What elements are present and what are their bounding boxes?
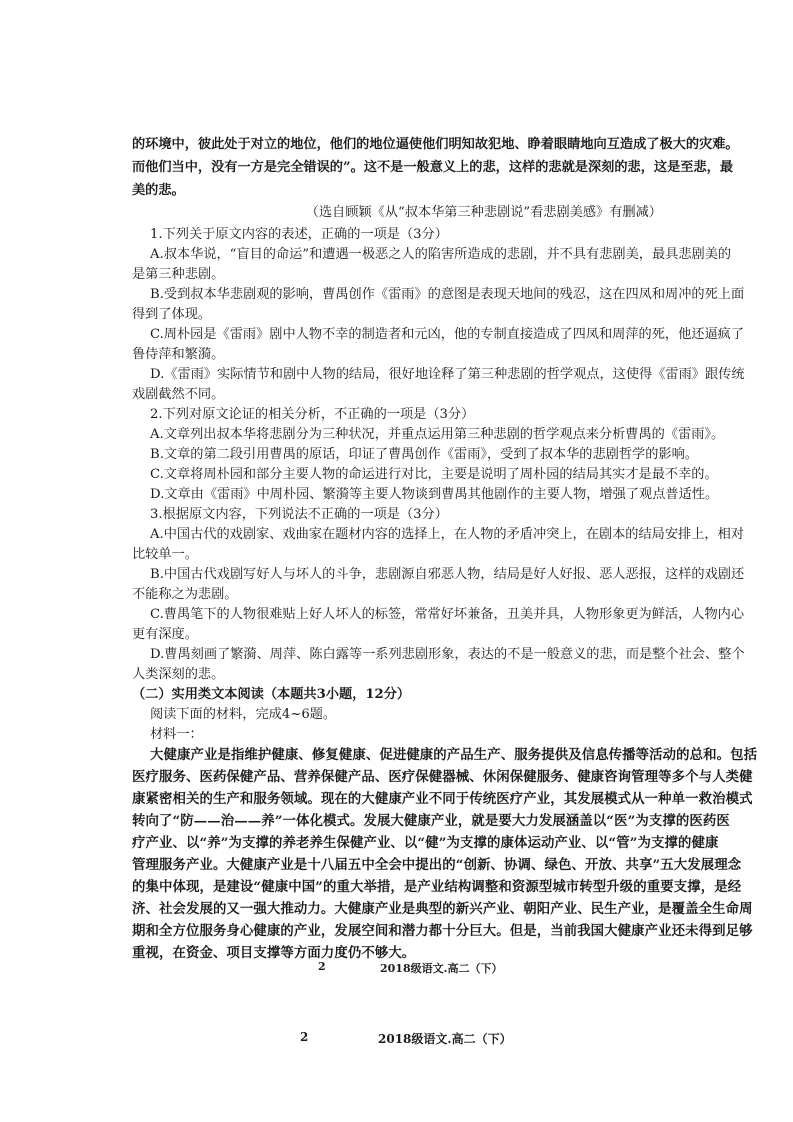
page-number-small: 2 <box>318 960 326 973</box>
material-line: 大健康产业是指维护健康、修复健康、促进健康的产品生产、服务提供及信息传播等活动的总和。包括 <box>150 747 758 763</box>
q1-option-a: A.叔本华说，“盲目的命运”和遭遇一极恶之人的陷害所造成的悲剧，并不具有悲剧美，最具悲剧美的 <box>150 247 732 262</box>
q1-option-a-cont: 是第三种悲剧。 <box>132 267 225 282</box>
q3-option-d: D.曹禺刻画了繁漪、周萍、陈白露等一系列悲剧形象，表达的不是一般意义的悲，而是整个社会、整个 <box>150 647 745 662</box>
passage-line: 的环境中，彼此处于对立的地位，他们的地位逼使他们明知故犯地、睁着眼睛地向互造成了极大的灾难。 <box>132 137 739 152</box>
q3-option-d-cont: 人类深刻的悲。 <box>132 667 225 682</box>
q1-option-c-cont: 鲁侍萍和繁漪。 <box>132 347 225 362</box>
q3-option-c: C.曹禺笔下的人物很难贴上好人坏人的标签，常常好坏兼备，丑美并具，人物形象更为鲜活，人物内心 <box>150 607 745 622</box>
material-label: 材料一： <box>150 727 203 742</box>
q3-option-b-cont: 不能称之为悲剧。 <box>132 587 238 602</box>
exam-label-small: 2018级语文.高二（下） <box>380 962 503 975</box>
page-number: 2 <box>300 1030 309 1044</box>
q1-option-b-cont: 得到了体现。 <box>132 307 212 322</box>
section-2-title: （二）实用类文本阅读（本题共3小题，12分） <box>132 687 411 702</box>
material-line: 管理服务产业。大健康产业是十八届五中全会中提出的“创新、协调、绿色、开放、共享”五大发展理念 <box>132 857 742 873</box>
material-line: 康紧密相关的生产和服务领域。现在的大健康产业不同于传统医疗产业，其发展模式从一种单一救治模式 <box>132 791 753 807</box>
source-citation: （选自顾颖《从“叔本华第三种悲剧说”看悲剧美感》有删减） <box>305 205 662 220</box>
material-line: 重视，在资金、项目支撑等方面力度仍不够大。 <box>132 945 416 961</box>
q2-option-d: D.文章由《雷雨》中周朴园、繁漪等主要人物谈到曹禺其他剧作的主要人物，增强了观点普适性。 <box>150 487 719 502</box>
question-2-stem: 2.下列对原文论证的相关分析，不正确的一项是（3分） <box>150 407 475 422</box>
material-line: 济、社会发展的又一强大推动力。大健康产业是典型的新兴产业、朝阳产业、民生产业，是覆盖全生命周 <box>132 901 753 917</box>
material-line: 的集中体现，是建设“健康中国”的重大举措，是产业结构调整和资源型城市转型升级的重要支撑，是经 <box>132 879 742 895</box>
q2-option-a: A.文章列出叔本华将悲剧分为三种状况，并重点运用第三种悲剧的哲学观点来分析曹禺的《雷雨》。 <box>150 427 725 442</box>
material-line: 期和全方位服务身心健康的产业，发展空间和潜力都十分巨大。但是，当前我国大健康产业还未得到足够 <box>132 923 753 939</box>
question-1-stem: 1.下列关于原文内容的表述，正确的一项是（3分） <box>150 227 448 242</box>
q1-option-c: C.周朴园是《雷雨》剧中人物不幸的制造者和元凶，他的专制直接造成了四凤和周萍的死，他还逼疯了 <box>150 327 745 342</box>
passage-line: 而他们当中，没有一方是完全错误的”。这不是一般意义上的悲，这样的悲就是深刻的悲，这是至悲，最 <box>132 160 734 175</box>
q3-option-a-cont: 比较单一。 <box>132 547 198 562</box>
question-3-stem: 3.根据原文内容，下列说法不正确的一项是（3分） <box>150 507 448 522</box>
material-line: 医疗服务、医药保健产品、营养保健产品、医疗保健器械、休闲保健服务、健康咨询管理等多个与人类健 <box>132 769 753 785</box>
material-line: 转向了“防——治——养”一体化模式。发展大健康产业，就是要大力发展涵盖以“医”为支撑的医药医 <box>132 813 730 829</box>
exam-label: 2018级语文.高二（下） <box>378 1032 512 1046</box>
q3-option-c-cont: 更有深度。 <box>132 627 198 642</box>
q3-option-a: A.中国古代的戏剧家、戏曲家在题材内容的选择上，在人物的矛盾冲突上，在剧本的结局安排上，相对 <box>150 527 744 542</box>
q1-option-d: D.《雷雨》实际情节和剧中人物的结局，很好地诠释了第三种悲剧的哲学观点，这使得《雷雨》跟传统 <box>150 367 745 382</box>
passage-line: 美的悲。 <box>132 183 185 198</box>
q2-option-b: B.文章的第二段引用曹禺的原话，印证了曹禺创作《雷雨》，受到了叔本华的悲剧哲学的影响。 <box>150 447 698 462</box>
q1-option-d-cont: 戏剧截然不同。 <box>132 387 225 402</box>
q1-option-b: B.受到叔本华悲剧观的影响，曹禺创作《雷雨》的意图是表现天地间的残忍，这在四凤和周冲的死上面 <box>150 287 745 302</box>
material-line: 疗产业、以“养”为支撑的养老养生保健产业、以“健”为支撑的康体运动产业、以“管”为支撑的健康 <box>132 835 719 851</box>
q2-option-c: C.文章将周朴园和部分主要人物的命运进行对比，主要是说明了周朴园的结局其实才是最不幸的。 <box>150 467 718 482</box>
section-2-instruction: 阅读下面的材料，完成4~6题。 <box>150 707 337 722</box>
q3-option-b: B.中国古代戏剧写好人与坏人的斗争，悲剧源自邪恶人物，结局是好人好报、恶人恶报，这样的戏剧还 <box>150 567 745 582</box>
